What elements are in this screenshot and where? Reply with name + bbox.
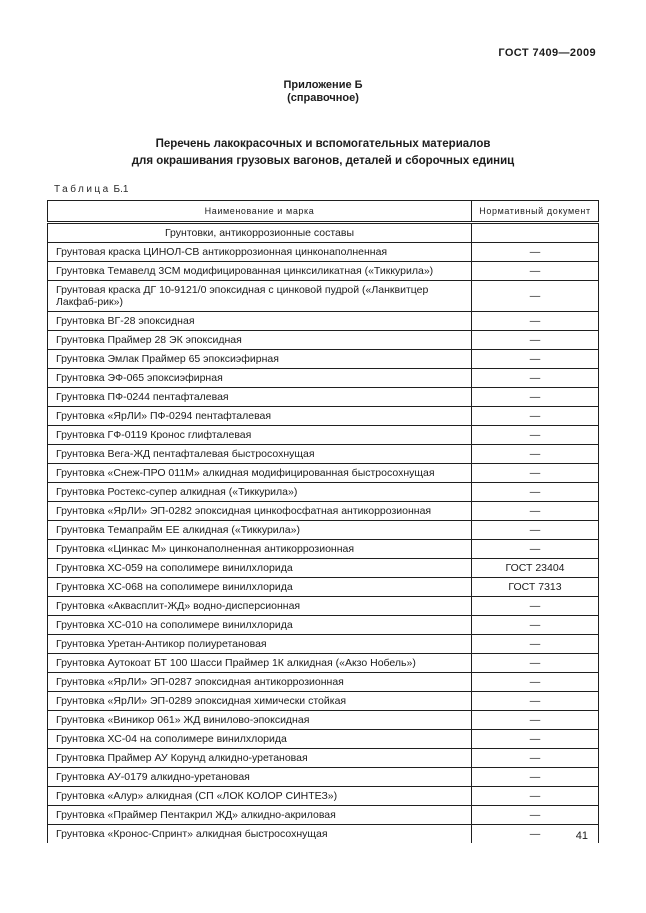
normative-doc-cell: ГОСТ 23404 xyxy=(472,559,599,578)
normative-doc-cell: — xyxy=(472,350,599,369)
normative-doc-cell: — xyxy=(472,673,599,692)
table-row xyxy=(48,464,599,483)
material-name-cell: Грунтовка «ЯрЛИ» ПФ-0294 пентафталевая xyxy=(48,407,472,426)
normative-doc-cell: — xyxy=(472,262,599,281)
table-label-word: Таблица xyxy=(54,184,111,195)
normative-doc-cell: — xyxy=(472,426,599,445)
table-row xyxy=(48,388,599,407)
table-row xyxy=(48,787,599,806)
material-name-cell: Грунтовка ПФ-0244 пентафталевая xyxy=(48,388,472,407)
material-name-cell: Грунтовка Вега-ЖД пентафталевая быстросохнущая xyxy=(48,445,472,464)
material-name-cell: Грунтовка ВГ-28 эпоксидная xyxy=(48,312,472,331)
material-name-cell: Грунтовка «Праймер Пентакрил ЖД» алкидно-акриловая xyxy=(48,806,472,825)
normative-doc-cell: — xyxy=(472,540,599,559)
table-body xyxy=(48,223,599,844)
normative-doc-cell: — xyxy=(472,369,599,388)
material-name-cell: Грунтовка «Кронос-Спринт» алкидная быстросохнущая xyxy=(48,825,472,844)
table-row xyxy=(48,806,599,825)
table-row xyxy=(48,730,599,749)
table-row xyxy=(48,692,599,711)
table-row xyxy=(48,597,599,616)
material-name-cell: Грунтовка «ЯрЛИ» ЭП-0287 эпоксидная антикоррозионная xyxy=(48,673,472,692)
material-name-cell: Грунтовка Праймер 28 ЭК эпоксидная xyxy=(48,331,472,350)
normative-doc-cell: — xyxy=(472,312,599,331)
normative-doc-cell: — xyxy=(472,597,599,616)
table-row xyxy=(48,369,599,388)
normative-doc-cell: — xyxy=(472,825,599,844)
material-name-cell: Грунтовая краска ЦИНОЛ-СВ антикоррозионная цинконаполненная xyxy=(48,243,472,262)
material-name-cell: Грунтовка Уретан-Антикор полиуретановая xyxy=(48,635,472,654)
material-name-cell: Грунтовка ХС-068 на сополимере винилхлорида xyxy=(48,578,472,597)
appendix-title: Приложение Б xyxy=(283,79,363,91)
table-row xyxy=(48,262,599,281)
normative-doc-cell: — xyxy=(472,331,599,350)
standard-reference: ГОСТ 7409—2009 xyxy=(498,47,596,59)
material-name-cell: Грунтовка ЭФ-065 эпоксиэфирная xyxy=(48,369,472,388)
normative-doc-cell: — xyxy=(472,692,599,711)
material-name-cell: Грунтовка ГФ-0119 Кронос глифталевая xyxy=(48,426,472,445)
material-name-cell: Грунтовка Эмлак Праймер 65 эпоксиэфирная xyxy=(48,350,472,369)
table-label-number: Б.1 xyxy=(113,184,129,195)
table-row xyxy=(48,654,599,673)
normative-doc-cell: — xyxy=(472,388,599,407)
normative-doc-cell: — xyxy=(472,407,599,426)
table-row xyxy=(48,312,599,331)
material-name-cell: Грунтовка Праймер АУ Корунд алкидно-уретановая xyxy=(48,749,472,768)
table-row xyxy=(48,281,599,312)
table-row xyxy=(48,635,599,654)
material-name-cell: Грунтовая краска ДГ 10-9121/0 эпоксидная с цинковой пудрой («Ланквитцер Лакфаб-рик») xyxy=(48,281,472,312)
material-name-cell: Грунтовка «Цинкас М» цинконаполненная антикоррозионная xyxy=(48,540,472,559)
table-row xyxy=(48,350,599,369)
material-name-cell: Грунтовка Темапрайм ЕЕ алкидная («Тиккурила») xyxy=(48,521,472,540)
normative-doc-cell: — xyxy=(472,483,599,502)
table-row xyxy=(48,673,599,692)
appendix-heading xyxy=(0,79,646,105)
table-row xyxy=(48,540,599,559)
section-row xyxy=(48,223,599,243)
normative-doc-cell: — xyxy=(472,730,599,749)
table-row xyxy=(48,559,599,578)
material-name-cell: Грунтовка ХС-04 на сополимере винилхлорида xyxy=(48,730,472,749)
page-number: 41 xyxy=(575,830,588,842)
document-title-line1: Перечень лакокрасочных и вспомогательных материалов xyxy=(155,138,491,150)
normative-doc-cell xyxy=(472,223,599,243)
table-row xyxy=(48,483,599,502)
normative-doc-cell: — xyxy=(472,768,599,787)
table-row xyxy=(48,711,599,730)
document-title-line2: для окрашивания грузовых вагонов, деталей и сборочных единиц xyxy=(131,155,515,167)
appendix-subtitle: (справочное) xyxy=(287,92,359,104)
normative-doc-cell: — xyxy=(472,711,599,730)
material-name-cell: Грунтовка Аутокоат БТ 100 Шасси Праймер 1К алкидная («Акзо Нобель») xyxy=(48,654,472,673)
material-name-cell: Грунтовка «Снеж-ПРО 011М» алкидная модифицированная быстросохнущая xyxy=(48,464,472,483)
normative-doc-cell: — xyxy=(472,654,599,673)
section-title-cell: Грунтовки, антикоррозионные составы xyxy=(48,223,472,243)
normative-doc-cell: ГОСТ 7313 xyxy=(472,578,599,597)
normative-doc-cell: — xyxy=(472,445,599,464)
materials-table xyxy=(47,200,599,843)
material-name-cell: Грунтовка «ЯрЛИ» ЭП-0282 эпоксидная цинкофосфатная антикоррозионная xyxy=(48,502,472,521)
material-name-cell: Грунтовка «ЯрЛИ» ЭП-0289 эпоксидная химически стойкая xyxy=(48,692,472,711)
column-header-doc: Нормативный документ xyxy=(472,201,599,223)
normative-doc-cell: — xyxy=(472,616,599,635)
table-row xyxy=(48,521,599,540)
column-header-name: Наименование и марка xyxy=(48,201,472,223)
material-name-cell: Грунтовка «Алур» алкидная (СП «ЛОК КОЛОР СИНТЕЗ») xyxy=(48,787,472,806)
table-row xyxy=(48,825,599,844)
normative-doc-cell: — xyxy=(472,787,599,806)
table-row xyxy=(48,578,599,597)
material-name-cell: Грунтовка Темавелд 3СМ модифицированная цинксиликатная («Тиккурила») xyxy=(48,262,472,281)
table-row xyxy=(48,407,599,426)
normative-doc-cell: — xyxy=(472,749,599,768)
table-label xyxy=(54,184,128,195)
table-row xyxy=(48,445,599,464)
material-name-cell: Грунтовка ХС-059 на сополимере винилхлорида xyxy=(48,559,472,578)
normative-doc-cell: — xyxy=(472,806,599,825)
material-name-cell: Грунтовка «Виникор 061» ЖД винилово-эпоксидная xyxy=(48,711,472,730)
table-header xyxy=(48,201,599,223)
normative-doc-cell: — xyxy=(472,464,599,483)
material-name-cell: Грунтовка Ростекс-супер алкидная («Тиккурила») xyxy=(48,483,472,502)
document-title xyxy=(0,136,646,170)
table-row xyxy=(48,768,599,787)
table-header-row xyxy=(48,201,599,223)
material-name-cell: Грунтовка АУ-0179 алкидно-уретановая xyxy=(48,768,472,787)
table-row xyxy=(48,243,599,262)
table-row xyxy=(48,331,599,350)
table-row xyxy=(48,749,599,768)
normative-doc-cell: — xyxy=(472,502,599,521)
table-row xyxy=(48,502,599,521)
material-name-cell: Грунтовка ХС-010 на сополимере винилхлорида xyxy=(48,616,472,635)
table-row xyxy=(48,616,599,635)
normative-doc-cell: — xyxy=(472,635,599,654)
material-name-cell: Грунтовка «Аквасплит-ЖД» водно-дисперсионная xyxy=(48,597,472,616)
normative-doc-cell: — xyxy=(472,243,599,262)
normative-doc-cell: — xyxy=(472,521,599,540)
normative-doc-cell: — xyxy=(472,281,599,312)
table-row xyxy=(48,426,599,445)
